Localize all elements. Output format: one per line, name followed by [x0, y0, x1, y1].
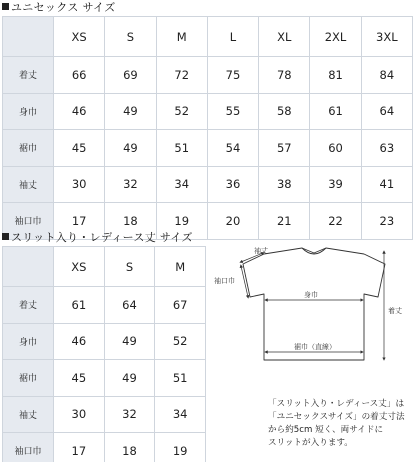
table-cell: 49 — [104, 323, 155, 360]
table-cell: 49 — [105, 130, 156, 167]
size-header: 3XL — [361, 17, 412, 57]
table-cell: 52 — [155, 323, 206, 360]
table-row — [3, 433, 206, 462]
table-cell: 41 — [361, 166, 412, 203]
table-cell: 49 — [104, 360, 155, 397]
table-cell: 32 — [105, 166, 156, 203]
size-header: M — [156, 17, 207, 57]
shirt-measurement-diagram — [214, 240, 416, 390]
table-row — [3, 166, 413, 203]
ladies-size-table — [2, 246, 206, 462]
table-cell: 66 — [54, 57, 105, 94]
table-cell: 46 — [54, 93, 105, 130]
row-label: 袖丈 — [3, 166, 54, 203]
unisex-section-title — [2, 1, 116, 15]
table-row — [3, 396, 206, 433]
size-header: S — [104, 247, 155, 287]
table-cell: 58 — [259, 93, 310, 130]
square-bullet-icon — [2, 233, 9, 240]
ladies-title-text: スリット入り・レディース丈 サイズ — [11, 231, 193, 244]
table-cell: 60 — [310, 130, 361, 167]
table-cell: 39 — [310, 166, 361, 203]
table-row — [3, 93, 413, 130]
size-header: M — [155, 247, 206, 287]
note-line: 「ユニセックスサイズ」の着丈寸法 — [268, 412, 405, 422]
row-label: 身巾 — [3, 323, 54, 360]
table-cell: 67 — [155, 287, 206, 324]
table-cell: 72 — [156, 57, 207, 94]
table-cell: 17 — [54, 433, 105, 462]
table-corner-cell — [3, 17, 54, 57]
slit-ladies-note — [268, 398, 414, 450]
size-header: XS — [54, 17, 105, 57]
table-corner-cell — [3, 247, 54, 287]
table-cell: 23 — [361, 203, 412, 240]
table-cell: 46 — [54, 323, 105, 360]
table-cell: 52 — [156, 93, 207, 130]
table-row — [3, 360, 206, 397]
size-header: L — [207, 17, 258, 57]
table-cell: 18 — [104, 433, 155, 462]
table-cell: 55 — [207, 93, 258, 130]
table-cell: 30 — [54, 396, 105, 433]
table-cell: 34 — [155, 396, 206, 433]
table-cell: 51 — [155, 360, 206, 397]
table-cell: 78 — [259, 57, 310, 94]
row-label: 袖口巾 — [3, 433, 54, 462]
table-cell: 30 — [54, 166, 105, 203]
size-header: XS — [54, 247, 105, 287]
table-cell: 61 — [310, 93, 361, 130]
table-cell: 75 — [207, 57, 258, 94]
table-cell: 20 — [207, 203, 258, 240]
unisex-title-text: ユニセックス サイズ — [11, 1, 116, 14]
table-cell: 17 — [54, 203, 105, 240]
table-cell: 18 — [105, 203, 156, 240]
row-label: 袖丈 — [3, 396, 54, 433]
table-cell: 34 — [156, 166, 207, 203]
table-cell: 54 — [207, 130, 258, 167]
hem-width-label: 裾巾（直線） — [294, 343, 336, 351]
table-cell: 45 — [54, 130, 105, 167]
body-width-label: 身巾 — [304, 291, 318, 299]
table-cell: 45 — [54, 360, 105, 397]
length-label: 着丈 — [388, 307, 402, 315]
unisex-size-table — [2, 16, 413, 240]
table-cell: 64 — [361, 93, 412, 130]
table-cell: 22 — [310, 203, 361, 240]
square-bullet-icon — [2, 3, 9, 10]
row-label: 袖口巾 — [3, 203, 54, 240]
note-line: スリットが入ります。 — [268, 438, 353, 448]
sleeve-length-label: 袖丈 — [254, 247, 268, 255]
table-cell: 81 — [310, 57, 361, 94]
table-cell: 19 — [155, 433, 206, 462]
table-cell: 36 — [207, 166, 258, 203]
row-label: 着丈 — [3, 57, 54, 94]
size-header: 2XL — [310, 17, 361, 57]
table-cell: 49 — [105, 93, 156, 130]
row-label: 裾巾 — [3, 130, 54, 167]
cuff-width-label: 袖口巾 — [214, 277, 235, 285]
table-row — [3, 57, 413, 94]
table-row — [3, 323, 206, 360]
row-label: 裾巾 — [3, 360, 54, 397]
note-line: 「スリット入り・レディース丈」は — [268, 399, 405, 409]
table-cell: 84 — [361, 57, 412, 94]
table-row — [3, 287, 206, 324]
table-cell: 51 — [156, 130, 207, 167]
table-cell: 19 — [156, 203, 207, 240]
table-cell: 63 — [361, 130, 412, 167]
table-cell: 21 — [259, 203, 310, 240]
size-header: XL — [259, 17, 310, 57]
table-cell: 32 — [104, 396, 155, 433]
table-cell: 38 — [259, 166, 310, 203]
shirt-diagram-svg — [214, 240, 416, 390]
table-header-row — [3, 247, 206, 287]
table-row — [3, 130, 413, 167]
table-cell: 64 — [104, 287, 155, 324]
table-cell: 61 — [54, 287, 105, 324]
row-label: 身巾 — [3, 93, 54, 130]
table-header-row — [3, 17, 413, 57]
size-header: S — [105, 17, 156, 57]
note-line: から約5cm 短く、両サイドに — [268, 425, 384, 435]
row-label: 着丈 — [3, 287, 54, 324]
ladies-section-title — [2, 231, 193, 245]
table-cell: 57 — [259, 130, 310, 167]
table-cell: 69 — [105, 57, 156, 94]
